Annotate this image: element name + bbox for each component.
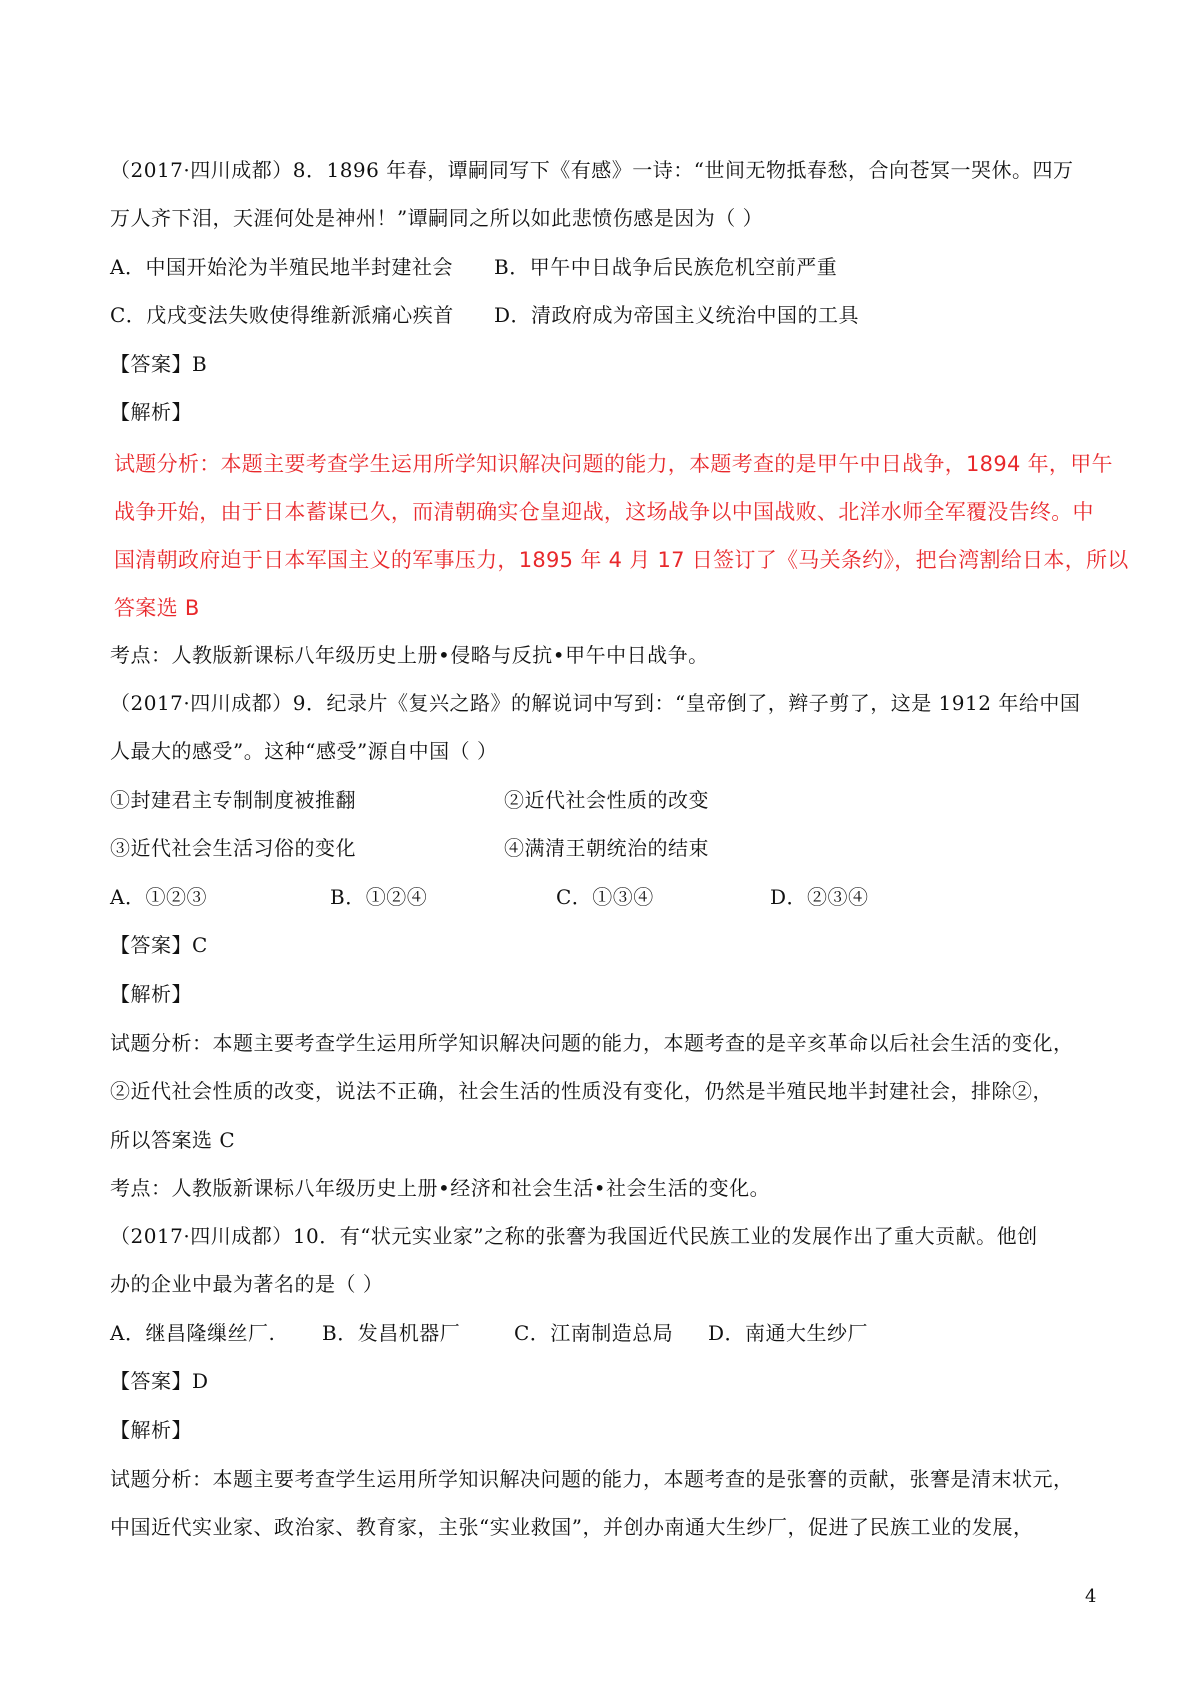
q9-analysis-line1: 试题分析：本题主要考查学生运用所学知识解决问题的能力，本题考查的是辛亥革命以后社会生活的变化， [110, 1031, 1074, 1055]
q8-answer: 【答案】B [110, 352, 208, 376]
q10-stem-line1: （2017·四川成都）10．有“状元实业家”之称的张謇为我国近代民族工业的发展作出了重大贡献。他创 [110, 1224, 1038, 1248]
q10-analysis-label: 【解析】 [110, 1418, 192, 1442]
q8-stem-line1: （2017·四川成都）8．1896 年春，谭嗣同写下《有感》一诗：“世间无物抵春愁，合向苍冥一哭休。四万 [110, 158, 1074, 182]
q9-item-1: ①封建君主专制制度被推翻 [110, 788, 356, 812]
q10-option-b: B．发昌机器厂 [322, 1321, 461, 1345]
q8-analysis-line1: 试题分析：本题主要考查学生运用所学知识解决问题的能力，本题考查的是甲午中日战争，1894 年，甲午 [114, 452, 1113, 476]
q8-analysis-line4: 答案选 B [114, 596, 200, 620]
q8-analysis-label: 【解析】 [110, 400, 192, 424]
q8-option-a: A．中国开始沦为半殖民地半封建社会 [110, 255, 453, 279]
q8-option-b: B．甲午中日战争后民族危机空前严重 [494, 255, 838, 279]
q9-option-d: D．②③④ [770, 885, 869, 909]
q9-option-c: C．①③④ [556, 885, 654, 909]
q10-option-a: A．继昌隆缫丝厂. [110, 1321, 276, 1345]
q9-option-b: B．①②④ [330, 885, 428, 909]
q8-stem-line2: 万人齐下泪，天涯何处是神州！”谭嗣同之所以如此悲愤伤感是因为（ ） [110, 206, 764, 230]
q8-kaodian: 考点：人教版新课标八年级历史上册•侵略与反抗•甲午中日战争。 [110, 643, 709, 667]
q8-option-d: D．清政府成为帝国主义统治中国的工具 [494, 303, 860, 327]
q9-answer: 【答案】C [110, 933, 208, 957]
q9-item-2: ②近代社会性质的改变 [504, 788, 709, 812]
page-number: 4 [1085, 1586, 1097, 1607]
q9-item-4: ④满清王朝统治的结束 [504, 836, 709, 860]
q10-analysis-line1: 试题分析：本题主要考查学生运用所学知识解决问题的能力，本题考查的是张謇的贡献，张謇是清末状元， [110, 1467, 1074, 1491]
q9-analysis-label: 【解析】 [110, 982, 192, 1006]
q9-analysis-line2: ②近代社会性质的改变，说法不正确，社会生活的性质没有变化，仍然是半殖民地半封建社会，排除②， [110, 1079, 1053, 1103]
q10-option-d: D．南通大生纱厂 [708, 1321, 869, 1345]
q9-stem-line2: 人最大的感受”。这种“感受”源自中国（ ） [110, 739, 498, 763]
q10-analysis-line2: 中国近代实业家、政治家、教育家，主张“实业救国”，并创办南通大生纱厂，促进了民族工业的发展， [110, 1515, 1034, 1539]
q10-answer: 【答案】D [110, 1369, 209, 1393]
q9-stem-line1: （2017·四川成都）9．纪录片《复兴之路》的解说词中写到：“皇帝倒了，辫子剪了，这是 1912 年给中国 [110, 691, 1081, 715]
q9-kaodian: 考点：人教版新课标八年级历史上册•经济和社会生活•社会生活的变化。 [110, 1176, 771, 1200]
q8-option-c: C．戊戌变法失败使得维新派痛心疾首 [110, 303, 454, 327]
q10-option-c: C．江南制造总局 [514, 1321, 674, 1345]
q8-analysis-line2: 战争开始，由于日本蓄谋已久，而清朝确实仓皇迎战，这场战争以中国战败、北洋水师全军覆没告终。中 [114, 500, 1094, 524]
q9-analysis-line3: 所以答案选 C [110, 1128, 236, 1152]
q9-option-a: A．①②③ [110, 885, 207, 909]
q10-stem-line2: 办的企业中最为著名的是（ ） [110, 1272, 384, 1296]
q8-analysis-line3: 国清朝政府迫于日本军国主义的军事压力，1895 年 4 月 17 日签订了《马关条约》，把台湾割给日本，所以 [114, 548, 1129, 572]
q9-item-3: ③近代社会生活习俗的变化 [110, 836, 356, 860]
